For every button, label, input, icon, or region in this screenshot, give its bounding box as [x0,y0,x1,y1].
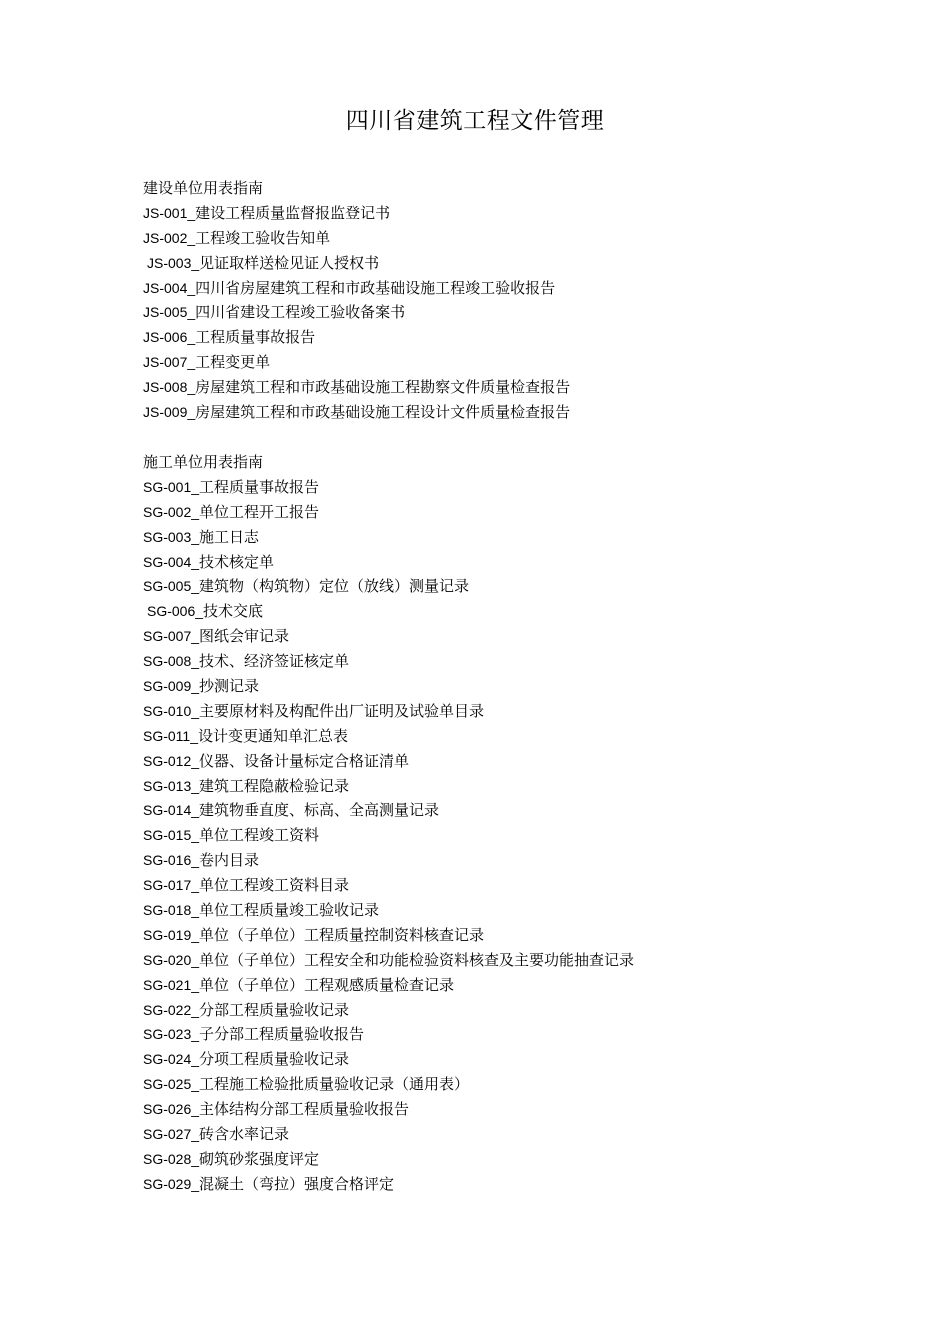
list-item [143,201,843,226]
item-name: 单位（子单位）工程质量控制资料核查记录 [199,925,485,944]
item-code: JS-009_ [143,404,196,421]
list-item [143,848,843,873]
section-jianshe [143,176,843,425]
item-code: JS-006_ [143,329,196,346]
item-code: SG-020_ [143,951,200,968]
item-name: 设计变更通知单汇总表 [198,726,349,745]
item-code: JS-002_ [143,229,196,246]
list-item [143,1022,843,1047]
item-name: 单位工程竣工资料目录 [199,876,350,895]
section-heading: 建设单位用表指南 [143,179,264,197]
item-list-shigong [143,475,843,1197]
item-code: SG-007_ [143,628,200,645]
item-name: 混凝土（弯拉）强度合格评定 [199,1174,395,1193]
section-shigong [143,450,843,1197]
item-code: SG-010_ [143,702,200,719]
list-item [143,525,843,550]
item-name: 工程变更单 [195,353,271,372]
item-code: SG-011_ [143,727,198,744]
item-name: 建筑物垂直度、标高、全高测量记录 [199,801,440,820]
item-code: JS-004_ [143,279,196,296]
list-item [143,1072,843,1097]
item-name: 单位工程质量竣工验收记录 [199,901,380,920]
item-list-jianshe [143,201,843,425]
list-item [143,574,843,599]
item-code: SG-003_ [143,528,200,545]
list-item [143,325,843,350]
list-item [143,998,843,1023]
page-title: 四川省建筑工程文件管理 [345,108,605,134]
item-name: 建设工程质量监督报监登记书 [195,203,391,222]
list-item [143,276,843,301]
list-item [143,674,843,699]
item-name: 主体结构分部工程质量验收报告 [199,1100,410,1119]
item-name: 砖含水率记录 [199,1125,290,1144]
item-code: JS-001_ [143,204,196,221]
list-item [143,300,843,325]
item-code: SG-014_ [143,802,200,819]
item-code: SG-024_ [143,1051,200,1068]
list-item [143,774,843,799]
list-item [143,624,843,649]
list-item [143,226,843,251]
item-name: 技术交底 [203,602,264,621]
item-code: SG-018_ [143,902,200,919]
list-item [143,973,843,998]
list-item [143,550,843,575]
item-code: SG-015_ [143,827,200,844]
item-name: 抄测记录 [199,677,260,696]
item-code: SG-029_ [143,1175,200,1192]
list-item [143,1122,843,1147]
item-name: 分部工程质量验收记录 [199,1000,350,1019]
item-name: 施工日志 [199,527,260,546]
item-name: 工程施工检验批质量验收记录（通用表） [199,1075,470,1094]
item-code: SG-006_ [147,603,204,620]
item-code: SG-005_ [143,578,200,595]
item-name: 房屋建筑工程和市政基础设施工程设计文件质量检查报告 [195,403,571,422]
item-code: JS-007_ [143,354,196,371]
item-code: SG-001_ [143,478,200,495]
item-name: 图纸会审记录 [199,627,290,646]
list-item [143,1047,843,1072]
item-name: 技术、经济签证核定单 [199,652,350,671]
item-code: SG-008_ [143,653,200,670]
item-code: SG-022_ [143,1001,200,1018]
section-heading: 施工单位用表指南 [143,453,264,471]
item-name: 四川省房屋建筑工程和市政基础设施工程竣工验收报告 [195,278,556,297]
item-code: SG-009_ [143,678,200,695]
item-name: 单位工程竣工资料 [199,826,320,845]
item-code: JS-008_ [143,379,196,396]
item-code: SG-016_ [143,852,200,869]
item-code: SG-019_ [143,926,200,943]
item-name: 单位（子单位）工程观感质量检查记录 [199,975,455,994]
item-name: 单位（子单位）工程安全和功能检验资料核查及主要功能抽查记录 [199,950,635,969]
item-name: 主要原材料及构配件出厂证明及试验单目录 [199,701,485,720]
item-name: 建筑工程隐蔽检验记录 [199,776,350,795]
list-item [143,923,843,948]
list-item [143,475,843,500]
list-item [143,1147,843,1172]
list-item [143,649,843,674]
item-name: 工程质量事故报告 [195,328,316,347]
item-name: 仪器、设备计量标定合格证清单 [199,751,410,770]
item-name: 技术核定单 [199,552,275,571]
item-code: SG-013_ [143,777,200,794]
item-code: SG-028_ [143,1150,200,1167]
item-code: SG-017_ [143,877,200,894]
list-item [143,948,843,973]
item-name: 房屋建筑工程和市政基础设施工程勘察文件质量检查报告 [195,378,571,397]
item-code: SG-025_ [143,1076,200,1093]
list-item [143,375,843,400]
list-item [143,400,843,425]
item-name: 分项工程质量验收记录 [199,1050,350,1069]
item-code: JS-003_ [147,254,200,271]
list-item [143,823,843,848]
item-name: 工程竣工验收告知单 [195,228,331,247]
list-item [143,749,843,774]
item-code: SG-027_ [143,1126,200,1143]
list-item [143,1097,843,1122]
item-name: 四川省建设工程竣工验收备案书 [195,303,406,322]
item-name: 砌筑砂浆强度评定 [199,1149,320,1168]
list-item [143,898,843,923]
item-name: 子分部工程质量验收报告 [199,1025,365,1044]
item-code: SG-023_ [143,1026,200,1043]
item-code: SG-012_ [143,752,200,769]
list-item [143,350,843,375]
list-item [143,798,843,823]
list-item [143,873,843,898]
item-code: SG-026_ [143,1101,200,1118]
item-code: JS-005_ [143,304,196,321]
list-item [143,1172,843,1197]
list-item [143,724,843,749]
list-item [143,699,843,724]
item-name: 见证取样送检见证人授权书 [199,253,380,272]
item-name: 卷内目录 [199,851,260,870]
item-code: SG-002_ [143,503,200,520]
list-item [143,599,843,624]
item-name: 单位工程开工报告 [199,502,320,521]
item-name: 工程质量事故报告 [199,477,320,496]
item-code: SG-004_ [143,553,200,570]
list-item [143,251,843,276]
item-code: SG-021_ [143,976,200,993]
list-item [143,500,843,525]
item-name: 建筑物（构筑物）定位（放线）测量记录 [199,577,470,596]
